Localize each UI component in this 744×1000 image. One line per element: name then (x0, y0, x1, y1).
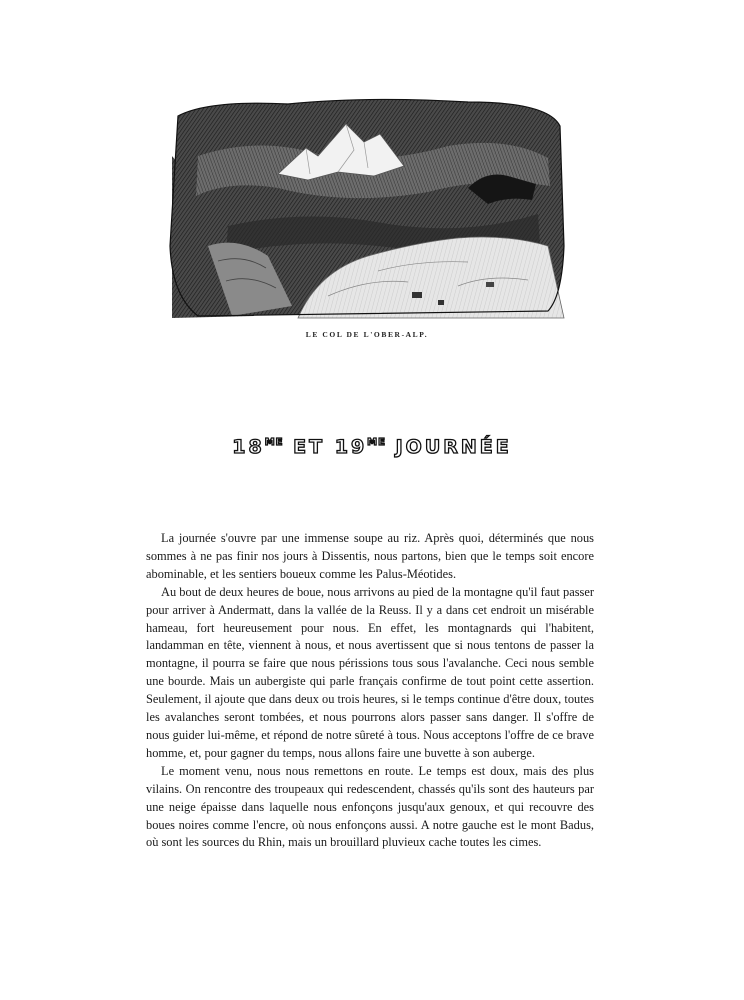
chapter-and: ET (293, 436, 326, 458)
chapter-number-2: 19 (334, 436, 368, 458)
illustration-caption: LE COL DE L'OBER-ALP. (305, 330, 429, 339)
paragraph: Au bout de deux heures de boue, nous arrivons au pied de la montagne qu'il faut passer pour arriver à Andermatt, dans la vallée de la Reuss. Il y a dans cet endroit un misérable hameau, fort heureusement pour nous. En effet, les montagnards qui l'habitent, landamman en tête, viennent à nous, et nous avertissent que si nous tentons de passer la montagne, il pourra se faire que nous périssions tous sous l'avalanche. Ceci nous semble une bourde. Mais un aubergiste qui parle français confirme de tout point cette assertion. Seulement, il ajoute que dans deux ou trois heures, si le temps continue d'être doux, toutes les avalanches seront tombées, et nous pourrons alors passer sans danger. Il s'offre de nous guider lui-même, et répond de notre sûreté à tous. Nous acceptons l'offre de ce brave homme, et, pour gagner du temps, nous allons faire une buvette à son auberge. (146, 584, 594, 760)
chapter-title (150, 436, 594, 458)
chapter-suffix-2: ME (367, 437, 386, 448)
mountain-engraving (168, 96, 566, 326)
chapter-suffix-1: ME (264, 437, 284, 448)
paragraph: Le moment venu, nous nous remettons en route. Le temps est doux, mais des plus vilains. On rencontre des troupeaux qui redescendent, chassés qu'ils sont des hauteurs par une neige épaisse dans laquelle nous enfonçons jusqu'aux genoux, et qui recouvre des boues noires comme l'encre, où nous enfonçons aussi. A notre gauche est le mont Badus, où sont les sources du Rhin, mais un brouillard pluvieux cache toutes les cimes. (146, 763, 594, 850)
paragraph: La journée s'ouvre par une immense soupe au riz. Après quoi, déterminés que nous sommes à ne pas finir nos jours à Dissentis, nous partons, bien que le temps soit encore abominable, et les sentiers boueux comme les Palus-Méotides. (146, 531, 594, 581)
body-text (146, 530, 594, 852)
chapter-number-1: 18 (232, 436, 265, 458)
chapter-word: JOURNÉE (395, 436, 512, 458)
